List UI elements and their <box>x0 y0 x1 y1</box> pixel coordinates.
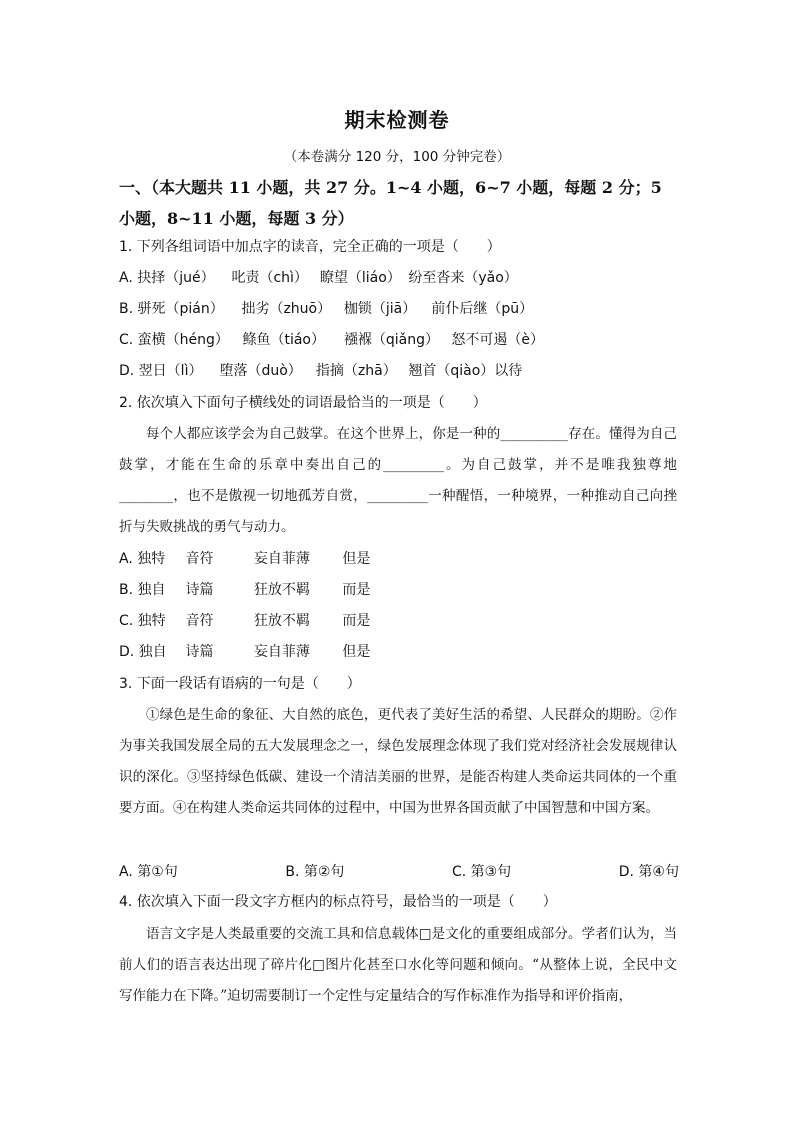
q2-option-c-1: C. 独特 <box>119 613 166 629</box>
q3-stem: 3. 下面一段话有语病的一句是（ ） <box>119 676 361 692</box>
q1-option-c-3: 襁褓（qiǎng） <box>343 332 440 348</box>
q1-option-c-4: 怒不可遏（è） <box>451 332 544 348</box>
q2-option-a-4: 但是 <box>342 551 371 567</box>
q3-option-b: B. 第②句 <box>285 864 345 880</box>
q2-option-c-4: 而是 <box>342 613 371 629</box>
q1-option-d-2: 堕落（duò） <box>219 363 302 379</box>
q2-passage: 每个人都应该学会为自己鼓掌。在这个世界上，你是一种的__________存在。懂得为自己鼓掌，才能在生命的乐章中奏出自己的_________。为自己鼓掌，并不是唯我独尊地________，也不是傲视一切地孤芳自赏，_________一种醒悟，一种境界，一种推动自己向挫折与失败挑战的勇气与动力。 <box>119 426 677 535</box>
q1-option-c <box>119 330 544 350</box>
q2-option-b-2: 诗篇 <box>185 582 214 598</box>
q2-option-b-4: 而是 <box>342 582 371 598</box>
q2-option-c <box>119 611 370 631</box>
q1-option-b <box>119 299 533 319</box>
q1-option-b-4: 前仆后继（pū） <box>431 301 534 317</box>
q2-option-d-4: 但是 <box>342 644 371 660</box>
q1-option-a-4: 纷至沓来（yǎo） <box>408 270 518 286</box>
q1-option-d-3: 指摘（zhā） <box>315 363 397 379</box>
q1-option-b-1: B. 骈死（pián） <box>119 301 224 317</box>
q1-option-a-3: 瞭望（liáo） <box>319 270 401 286</box>
page-title: 期末检测卷 <box>344 108 450 132</box>
q2-option-d <box>119 642 370 662</box>
q1-option-a <box>119 268 518 288</box>
q2-option-d-2: 诗篇 <box>185 644 214 660</box>
q1-option-b-3: 枷锁（jiā） <box>343 301 417 317</box>
q2-option-a <box>119 549 370 569</box>
section-heading: 一、（本大题共 11 小题，共 27 分。1~4 小题，6~7 小题，每题 2 分；5 小题，8~11 小题，每题 3 分） <box>119 178 662 228</box>
q1-option-c-2: 鲦鱼（tiáo） <box>242 332 325 348</box>
q1-option-d-4: 翘首（qiào）以待 <box>408 363 523 379</box>
q2-stem: 2. 依次填入下面句子横线处的词语最恰当的一项是（ ） <box>119 395 487 411</box>
q1-option-c-1: C. 蛮横（héng） <box>119 332 229 348</box>
q1-option-a-2: 叱责（chì） <box>231 270 308 286</box>
page-subtitle: （本卷满分 120 分，100 分钟完卷） <box>283 149 511 165</box>
q3-option-c: C. 第③句 <box>451 864 512 880</box>
q3-option-d: D. 第④句 <box>618 864 679 880</box>
q2-option-b-3: 狂放不羁 <box>253 582 310 598</box>
q1-option-d-1: D. 翌日（lì） <box>119 363 203 379</box>
q4-stem: 4. 依次填入下面一段文字方框内的标点符号，最恰当的一项是（ ） <box>119 894 557 910</box>
q2-option-c-3: 狂放不羁 <box>253 613 310 629</box>
q2-option-d-3: 妄自菲薄 <box>253 644 310 660</box>
q1-option-b-2: 拙劣（zhuō） <box>241 301 332 317</box>
q3-options <box>119 861 679 881</box>
q4-passage: 语言文字是人类最重要的交流工具和信息载体□是文化的重要组成部分。学者们认为，当前人们的语言表达出现了碎片化□图片化甚至口水化等问题和倾向。“从整体上说，全民中文写作能力在下降。”迫切需要制订一个定性与定量结合的写作标准作为指导和评价指南， <box>119 926 677 1004</box>
q2-option-a-1: A. 独特 <box>119 551 166 567</box>
q1-stem: 1. 下列各组词语中加点字的读音，完全正确的一项是（ ） <box>119 239 501 255</box>
q2-option-b <box>119 580 370 600</box>
q3-option-a: A. 第①句 <box>119 864 178 880</box>
q2-option-a-2: 音符 <box>185 551 214 567</box>
q1-option-a-1: A. 抉择（jué） <box>119 270 215 286</box>
q2-option-c-2: 音符 <box>185 613 214 629</box>
q1-option-d <box>119 361 522 381</box>
q2-option-b-1: B. 独自 <box>119 582 166 598</box>
q3-passage: ①绿色是生命的象征、大自然的底色，更代表了美好生活的希望、人民群众的期盼。②作为事关我国发展全局的五大发展理念之一，绿色发展理念体现了我们党对经济社会发展规律认识的深化。③坚持绿色低碳、建设一个清洁美丽的世界，是能否构建人类命运共同体的一个重要方面。④在构建人类命运共同体的过程中，中国为世界各国贡献了中国智慧和中国方案。 <box>119 707 677 816</box>
q2-option-a-3: 妄自菲薄 <box>253 551 310 567</box>
q2-option-d-1: D. 独自 <box>119 644 167 660</box>
